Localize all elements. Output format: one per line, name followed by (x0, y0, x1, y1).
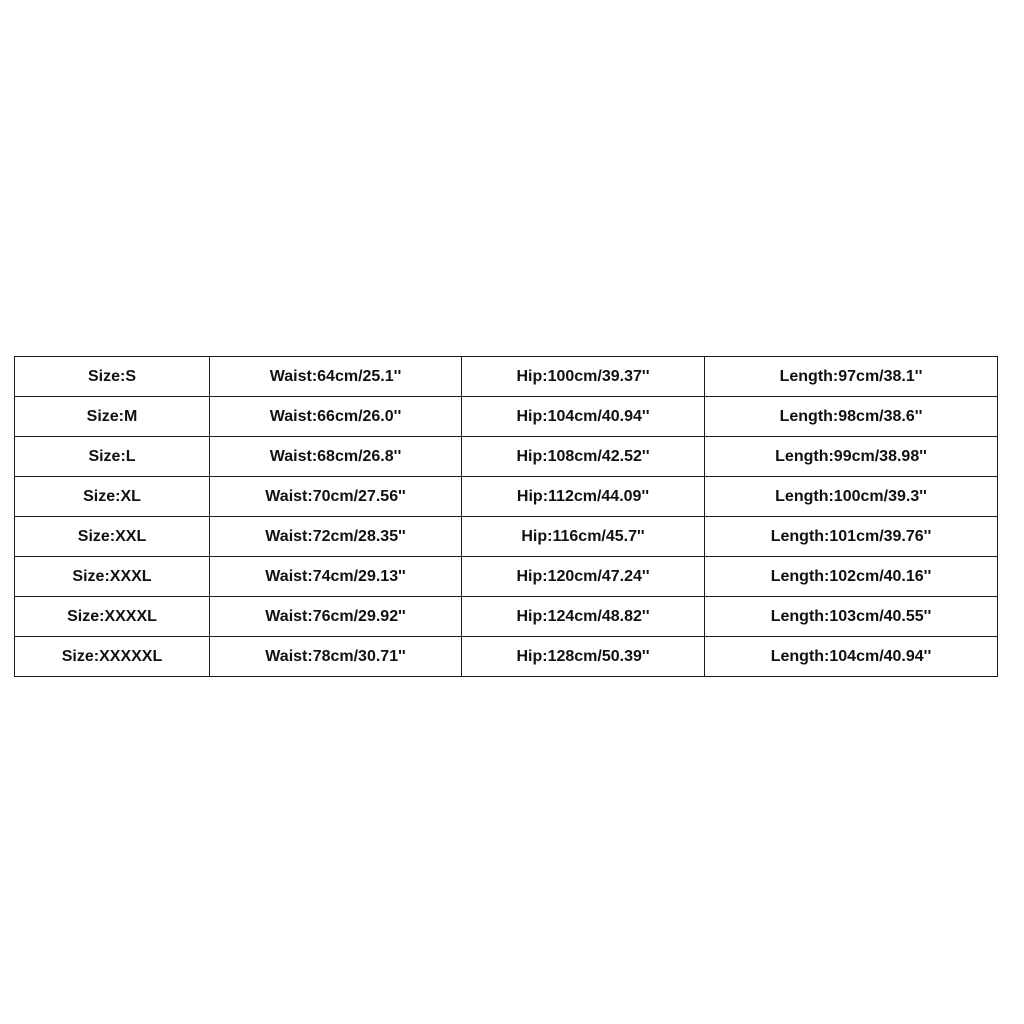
table-row (15, 437, 998, 477)
waist-cell: Waist:68cm/26.8'' (210, 437, 462, 477)
size-chart-table (14, 356, 998, 677)
hip-cell: Hip:124cm/48.82'' (462, 597, 705, 637)
table-row (15, 397, 998, 437)
table-row (15, 357, 998, 397)
size-cell: Size:M (15, 397, 210, 437)
size-cell: Size:S (15, 357, 210, 397)
size-cell: Size:XL (15, 477, 210, 517)
hip-cell: Hip:112cm/44.09'' (462, 477, 705, 517)
table-row (15, 557, 998, 597)
hip-cell: Hip:120cm/47.24'' (462, 557, 705, 597)
waist-cell: Waist:70cm/27.56'' (210, 477, 462, 517)
waist-cell: Waist:74cm/29.13'' (210, 557, 462, 597)
hip-cell: Hip:100cm/39.37'' (462, 357, 705, 397)
length-cell: Length:99cm/38.98'' (705, 437, 998, 477)
table-row (15, 597, 998, 637)
length-cell: Length:101cm/39.76'' (705, 517, 998, 557)
waist-cell: Waist:78cm/30.71'' (210, 637, 462, 677)
table-row (15, 637, 998, 677)
hip-cell: Hip:128cm/50.39'' (462, 637, 705, 677)
size-cell: Size:XXXXL (15, 597, 210, 637)
table-row (15, 517, 998, 557)
hip-cell: Hip:104cm/40.94'' (462, 397, 705, 437)
hip-cell: Hip:116cm/45.7'' (462, 517, 705, 557)
waist-cell: Waist:64cm/25.1'' (210, 357, 462, 397)
size-cell: Size:L (15, 437, 210, 477)
hip-cell: Hip:108cm/42.52'' (462, 437, 705, 477)
waist-cell: Waist:72cm/28.35'' (210, 517, 462, 557)
size-cell: Size:XXXXXL (15, 637, 210, 677)
length-cell: Length:100cm/39.3'' (705, 477, 998, 517)
length-cell: Length:103cm/40.55'' (705, 597, 998, 637)
size-cell: Size:XXL (15, 517, 210, 557)
length-cell: Length:102cm/40.16'' (705, 557, 998, 597)
waist-cell: Waist:66cm/26.0'' (210, 397, 462, 437)
waist-cell: Waist:76cm/29.92'' (210, 597, 462, 637)
size-cell: Size:XXXL (15, 557, 210, 597)
length-cell: Length:98cm/38.6'' (705, 397, 998, 437)
length-cell: Length:97cm/38.1'' (705, 357, 998, 397)
length-cell: Length:104cm/40.94'' (705, 637, 998, 677)
table-row (15, 477, 998, 517)
